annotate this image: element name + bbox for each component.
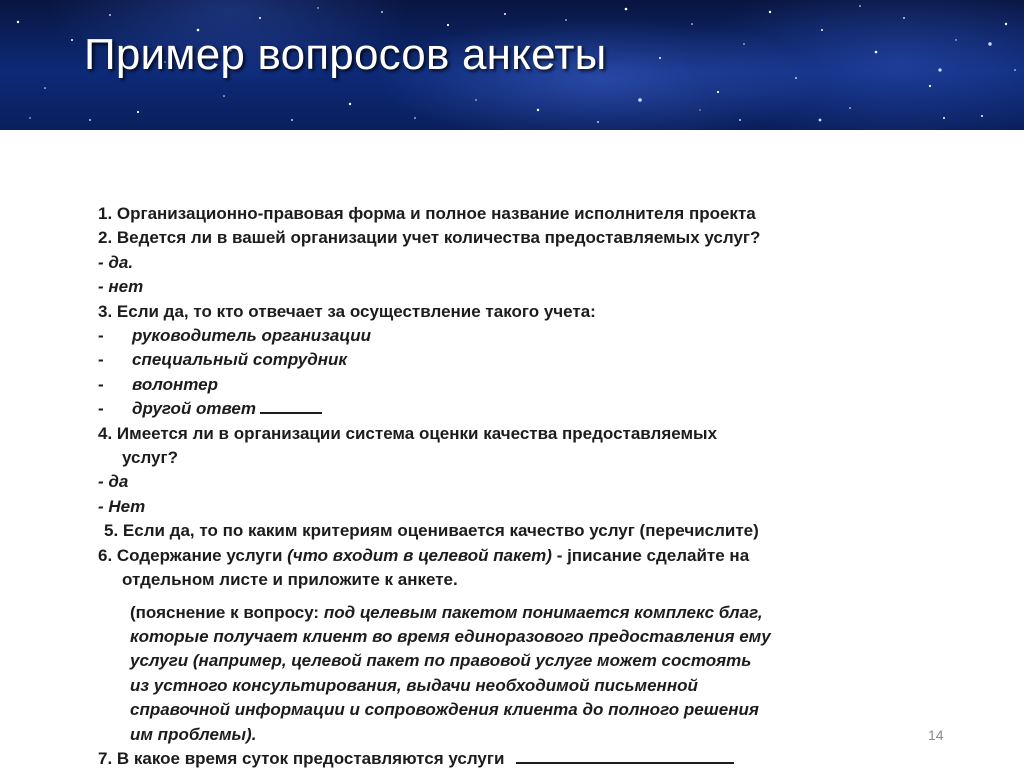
title-banner: [0, 0, 1024, 130]
question-4-option-yes: - да: [98, 472, 129, 492]
question-2-option-no: - нет: [98, 277, 144, 297]
question-4-option-no: - Нет: [98, 496, 146, 516]
question-3-option: - руководитель организации: [98, 324, 938, 348]
note-text: под целевым пакетом понимается комплекс благ,: [323, 602, 763, 622]
question-3-option: - волонтер: [98, 373, 938, 397]
question-3-option-label: специальный сотрудник: [132, 350, 348, 370]
question-7: [98, 747, 938, 771]
note-line: услуги (например, целевой пакет по правовой услуге может состоять: [130, 651, 752, 671]
question-6: [98, 544, 938, 568]
question-6-instruction: - jписание сделайте на: [556, 545, 750, 565]
note-line: справочной информации и сопровождения клиента до полного решения: [130, 700, 759, 720]
question-3-option: - другой ответ: [98, 397, 938, 421]
question-2-option-yes: - да.: [98, 252, 134, 272]
answer-blank-line: [516, 747, 734, 764]
question-6-note: [98, 601, 938, 625]
question-1: 1. Организационно-правовая форма и полное название исполнителя проекта: [98, 204, 756, 223]
question-3-option-label: другой ответ: [132, 399, 256, 419]
question-5: 5. Если да, то по каким критериям оценивается качество услуг (перечислите): [104, 521, 759, 541]
question-4-continued: услуг?: [122, 448, 178, 468]
question-2: 2. Ведется ли в вашей организации учет количества предоставляемых услуг?: [98, 228, 761, 248]
question-6-italic: (что входит в целевой пакет): [287, 545, 552, 565]
question-3-option-label: руководитель организации: [132, 326, 372, 346]
note-label: (пояснение к вопросу:: [130, 602, 320, 622]
question-3-option: - специальный сотрудник: [98, 348, 938, 372]
question-6-text: 6. Содержание услуги: [98, 545, 283, 565]
note-line: из устного консультирования, выдачи необходимой письменной: [130, 675, 698, 695]
questionnaire-image: [98, 202, 938, 771]
answer-blank-line: [260, 397, 322, 414]
question-3-option-label: волонтер: [132, 374, 218, 394]
note-line: им проблемы).: [130, 724, 257, 744]
question-3: 3. Если да, то кто отвечает за осуществление такого учета:: [98, 301, 596, 321]
question-7-text: 7. В какое время суток предоставляются услуги: [98, 748, 505, 768]
slide-title: Пример вопросов анкеты: [84, 30, 607, 79]
question-6-continued: отдельном листе и приложите к анкете.: [122, 570, 458, 590]
page-number: 14: [928, 727, 944, 743]
note-line: которые получает клиент во время единоразового предоставления ему: [130, 626, 771, 646]
question-4: 4. Имеется ли в организации система оценки качества предоставляемых: [98, 423, 718, 443]
